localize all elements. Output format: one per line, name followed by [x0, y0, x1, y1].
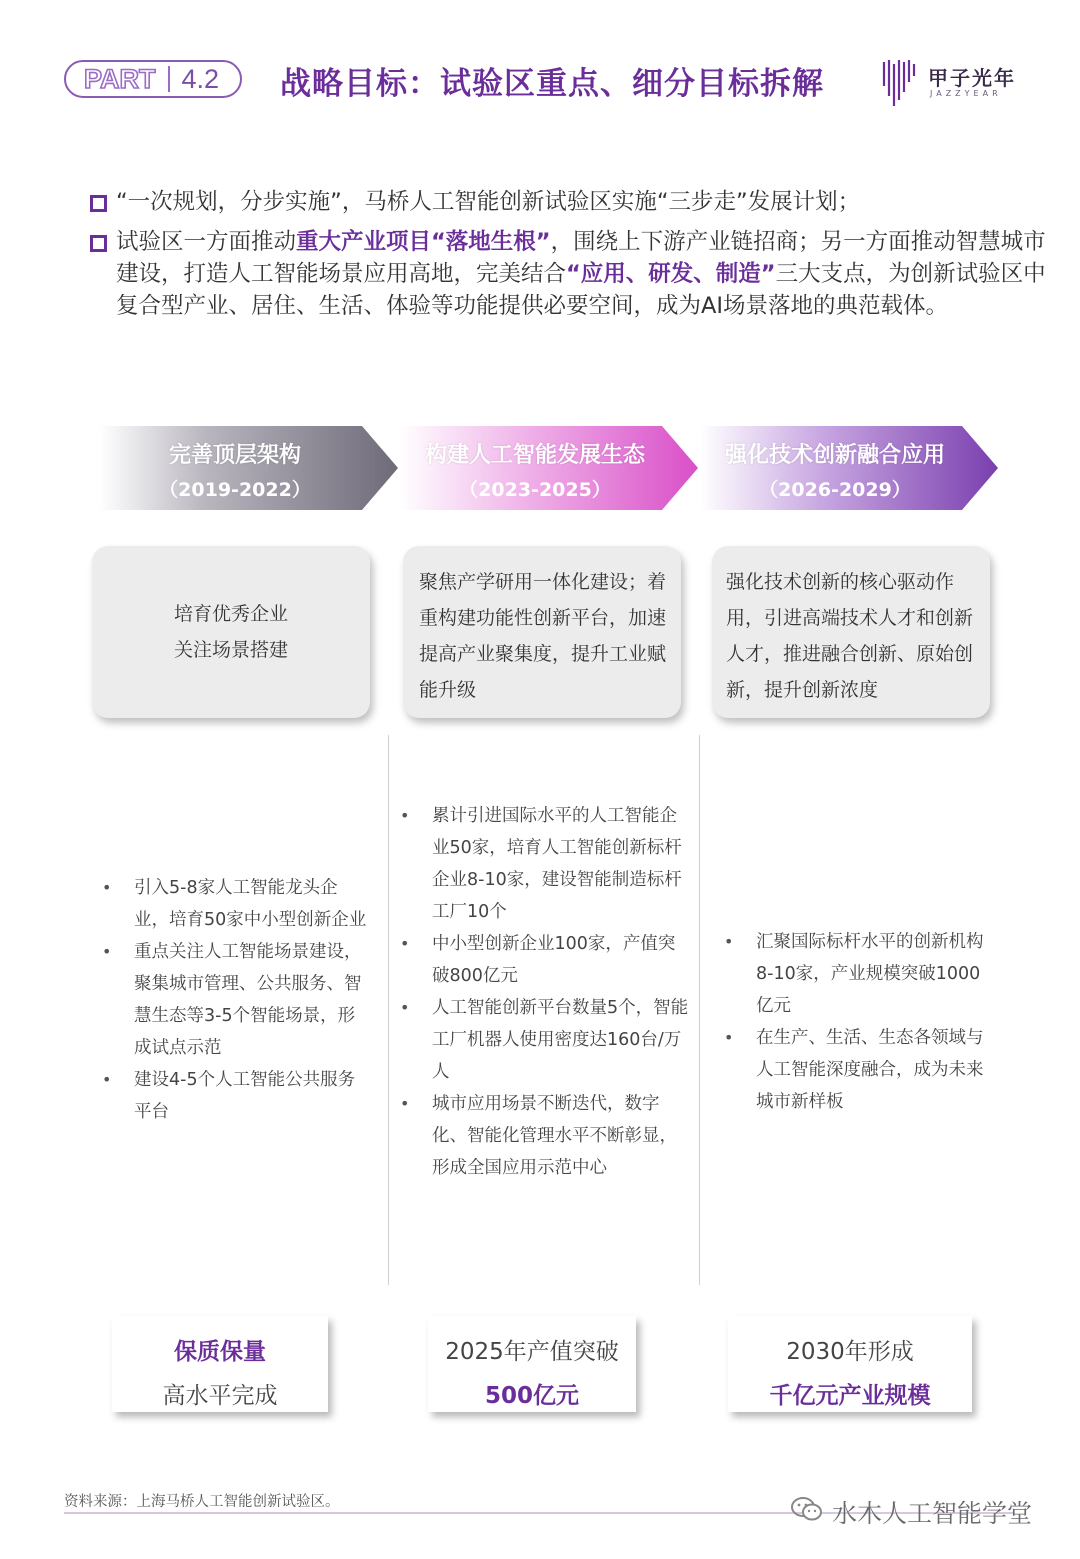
goal-text: 在生产、生活、生态各领域与人工智能深度融合，成为未来城市新样板 [756, 1028, 984, 1112]
part-label: PART [84, 63, 156, 94]
phase-title: 完善顶层架构 [168, 443, 301, 468]
target-box-3 [728, 1316, 972, 1412]
source-note: 资料来源：上海马桥人工智能创新试验区。 [64, 1494, 340, 1510]
phase-years: （2023-2025） [459, 479, 611, 501]
intro-highlight: 重大产业项目“落地生根” [296, 229, 551, 255]
wechat-icon [790, 1496, 824, 1522]
goal-item: • 城市应用场景不断迭代，数字化、智能化管理水平不断彰显，形成全国应用示范中心 [400, 1094, 677, 1178]
phase-card-text: 培育优秀企业 关注场景搭建 [173, 603, 288, 661]
phase-arrow-1 [100, 426, 400, 510]
intro-item [90, 226, 1055, 322]
phase-arrow-2 [400, 426, 700, 510]
goal-item: • 汇聚国际标杆水平的创新机构8-10家，产业规模突破1000亿元 [724, 932, 984, 1016]
phase-title: 构建人工智能发展生态 [424, 443, 645, 468]
target-highlight: 500亿元 [484, 1383, 579, 1409]
intro-bullets [90, 186, 1055, 322]
logo-name: 甲子光年 [928, 66, 1016, 90]
goal-text: 建设4-5个人工智能公共服务平台 [134, 1070, 356, 1122]
goal-item: • 重点关注人工智能场景建设，聚集城市管理、公共服务、智慧生态等3-5个智能场景，形成试点示范 [102, 942, 362, 1058]
phase-arrow-3 [700, 426, 1000, 510]
goal-text: 累计引进国际水平的人工智能企业50家，培育人工智能创新标杆企业8-10家，建设智能制造标杆工厂10个 [432, 806, 682, 922]
phase-card-3 [712, 546, 990, 718]
intro-text: 试验区一方面推动 [116, 229, 297, 255]
phase-years: （2026-2029） [759, 479, 911, 501]
target-text: 2025年产值突破 [445, 1339, 619, 1365]
intro-text: 三大支点，为创新试验区中复合型产业、居住、生活、体验等功能提供必要空间，成为AI场景落地的典范载体。 [116, 261, 1046, 319]
goal-item: • 人工智能创新平台数量5个，智能工厂机器人使用密度达160台/万人 [400, 998, 689, 1082]
target-highlight: 千亿元产业规模 [769, 1383, 931, 1409]
goal-item: • 中小型创新企业100家，产值突破800亿元 [400, 934, 676, 986]
target-box-1 [112, 1316, 328, 1412]
logo-subtitle: JAZZYEAR [930, 89, 1002, 98]
intro-text: ，围绕上下游产业链招商；另一方面推动智慧城市建设，打造人工智能场景应用高地，完美结合 [116, 229, 1046, 287]
goal-item: • 引入5-8家人工智能龙头企业，培育50家中小型创新企业 [102, 878, 367, 930]
phase-card-2 [403, 546, 681, 718]
square-bullet-icon [90, 235, 107, 252]
goal-item: • 建设4-5个人工智能公共服务平台 [102, 1070, 356, 1122]
part-number: 4.2 [181, 63, 220, 94]
goal-item: • 在生产、生活、生态各领域与人工智能深度融合，成为未来城市新样板 [724, 1028, 984, 1112]
goal-text: 中小型创新企业100家，产值突破800亿元 [432, 934, 676, 986]
target-highlight: 保质保量 [174, 1339, 266, 1365]
part-separator [168, 66, 170, 92]
goal-text: 汇聚国际标杆水平的创新机构8-10家，产业规模突破1000亿元 [756, 932, 984, 1016]
part-badge [64, 60, 242, 98]
jazzyear-logo-icon [880, 56, 920, 112]
phase-card-1 [92, 546, 370, 718]
goal-list-3 [710, 926, 986, 1118]
target-text: 高水平完成 [162, 1383, 278, 1409]
goal-text: 城市应用场景不断迭代，数字化、智能化管理水平不断彰显，形成全国应用示范中心 [432, 1094, 677, 1178]
intro-highlight: “应用、研发、制造” [566, 261, 776, 287]
page-title: 战略目标：试验区重点、细分目标拆解 [280, 66, 824, 102]
phase-years: （2019-2022） [159, 479, 311, 501]
column-divider [699, 735, 700, 1285]
phase-card-text: 强化技术创新的核心驱动作用，引进高端技术人才和创新人才，推进融合创新、原始创新，提升创新浓度 [726, 571, 974, 701]
goal-item: • 累计引进国际水平的人工智能企业50家，培育人工智能创新标杆企业8-10家，建设智能制造标杆工厂10个 [400, 806, 682, 922]
target-box-2 [428, 1316, 636, 1412]
square-bullet-icon [90, 195, 107, 212]
goal-list-1 [88, 872, 368, 1128]
intro-item [90, 186, 1055, 218]
target-text: 2030年形成 [786, 1339, 914, 1365]
goal-text: 重点关注人工智能场景建设，聚集城市管理、公共服务、智慧生态等3-5个智能场景，形成试点示范 [134, 942, 362, 1058]
goal-text: 引入5-8家人工智能龙头企业，培育50家中小型创新企业 [134, 878, 367, 930]
intro-text: “一次规划，分步实施”，马桥人工智能创新试验区实施“三步走”发展计划； [116, 189, 861, 215]
goal-list-2 [386, 800, 692, 1184]
wechat-account-name: 水木人工智能学堂 [832, 1499, 1033, 1528]
phase-title: 强化技术创新融合应用 [724, 443, 945, 468]
goal-text: 人工智能创新平台数量5个，智能工厂机器人使用密度达160台/万人 [432, 998, 689, 1082]
phase-card-text: 聚焦产学研用一体化建设；着重构建功能性创新平台，加速提高产业聚集度，提升工业赋能升级 [419, 571, 667, 701]
